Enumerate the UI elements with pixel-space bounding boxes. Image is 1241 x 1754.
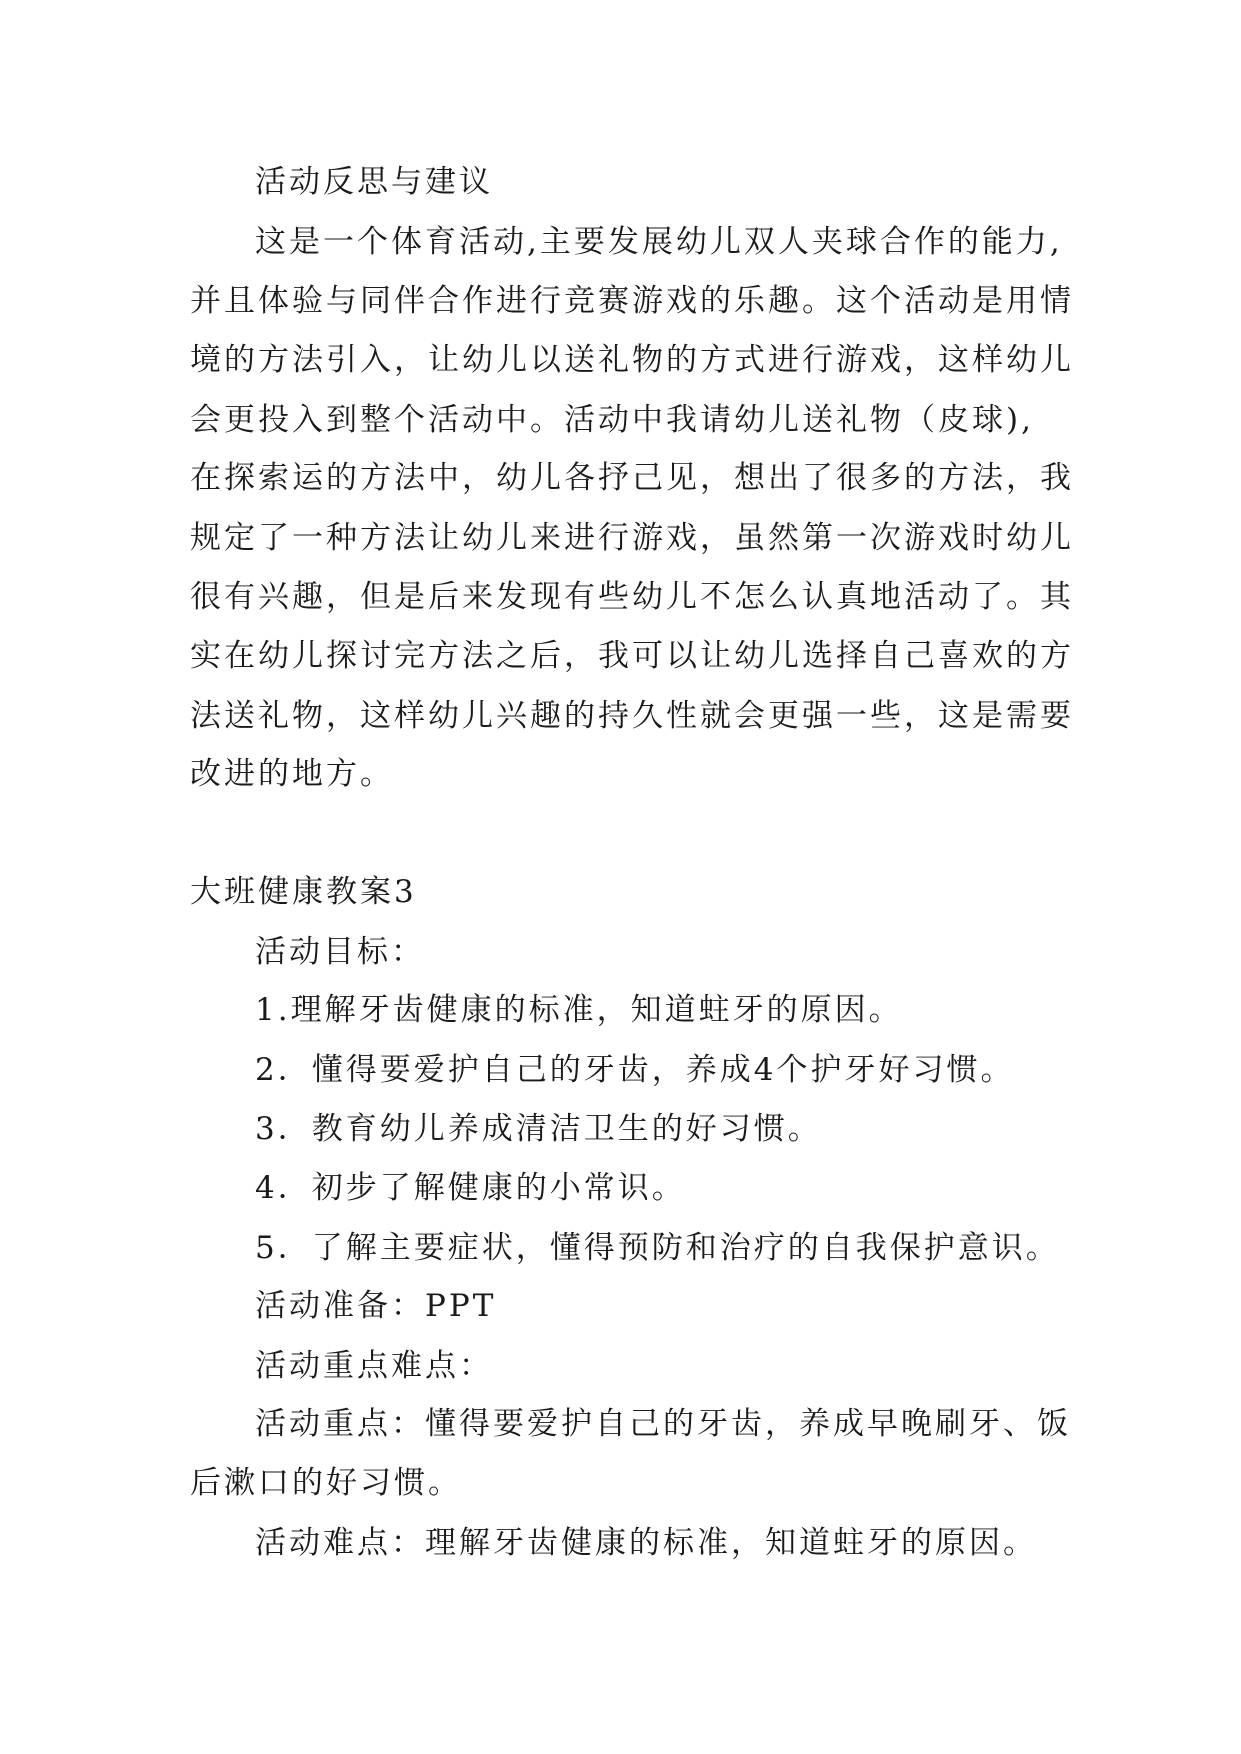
reflection-line: 改进的地方。	[190, 756, 394, 792]
reflection-line: 实在幼儿探讨完方法之后，我可以让幼儿选择自己喜欢的方	[190, 638, 1074, 674]
goal-item: 4．初步了解健康的小常识。	[255, 1170, 686, 1206]
key-points-heading: 活动重点难点：	[255, 1348, 493, 1384]
key-point: 活动重点：懂得要爱护自己的牙齿，养成早晚刷牙、饭	[255, 1406, 1071, 1442]
key-point-continued: 后漱口的好习惯。	[190, 1465, 462, 1501]
goals-heading: 活动目标：	[255, 934, 425, 970]
reflection-line: 很有兴趣，但是后来发现有些幼儿不怎么认真地活动了。其	[190, 579, 1074, 615]
goal-item: 1.理解牙齿健康的标准，知道蛀牙的原因。	[255, 992, 903, 1028]
preparation: 活动准备：PPT	[255, 1288, 497, 1324]
goal-item: 2．懂得要爱护自己的牙齿，养成4个护牙好习惯。	[255, 1052, 1015, 1088]
goal-item: 3．教育幼儿养成清洁卫生的好习惯。	[255, 1111, 822, 1147]
difficulty: 活动难点：理解牙齿健康的标准，知道蛀牙的原因。	[255, 1525, 1037, 1561]
reflection-line: 在探索运的方法中，幼儿各抒己见，想出了很多的方法，我	[190, 460, 1074, 496]
reflection-line: 法送礼物，这样幼儿兴趣的持久性就会更强一些，这是需要	[190, 698, 1074, 734]
reflection-line: 会更投入到整个活动中。活动中我请幼儿送礼物（皮球),	[190, 402, 1034, 438]
reflection-line: 规定了一种方法让幼儿来进行游戏，虽然第一次游戏时幼儿	[190, 520, 1074, 556]
reflection-heading: 活动反思与建议	[255, 164, 493, 200]
reflection-line: 并且体验与同伴合作进行竞赛游戏的乐趣。这个活动是用情	[190, 283, 1074, 319]
goal-item: 5．了解主要症状，懂得预防和治疗的自我保护意识。	[255, 1230, 1060, 1266]
lesson-title: 大班健康教案3	[190, 874, 417, 910]
reflection-line: 境的方法引入，让幼儿以送礼物的方式进行游戏，这样幼儿	[190, 342, 1074, 378]
reflection-line: 这是一个体育活动,主要发展幼儿双人夹球合作的能力,	[255, 224, 1063, 260]
